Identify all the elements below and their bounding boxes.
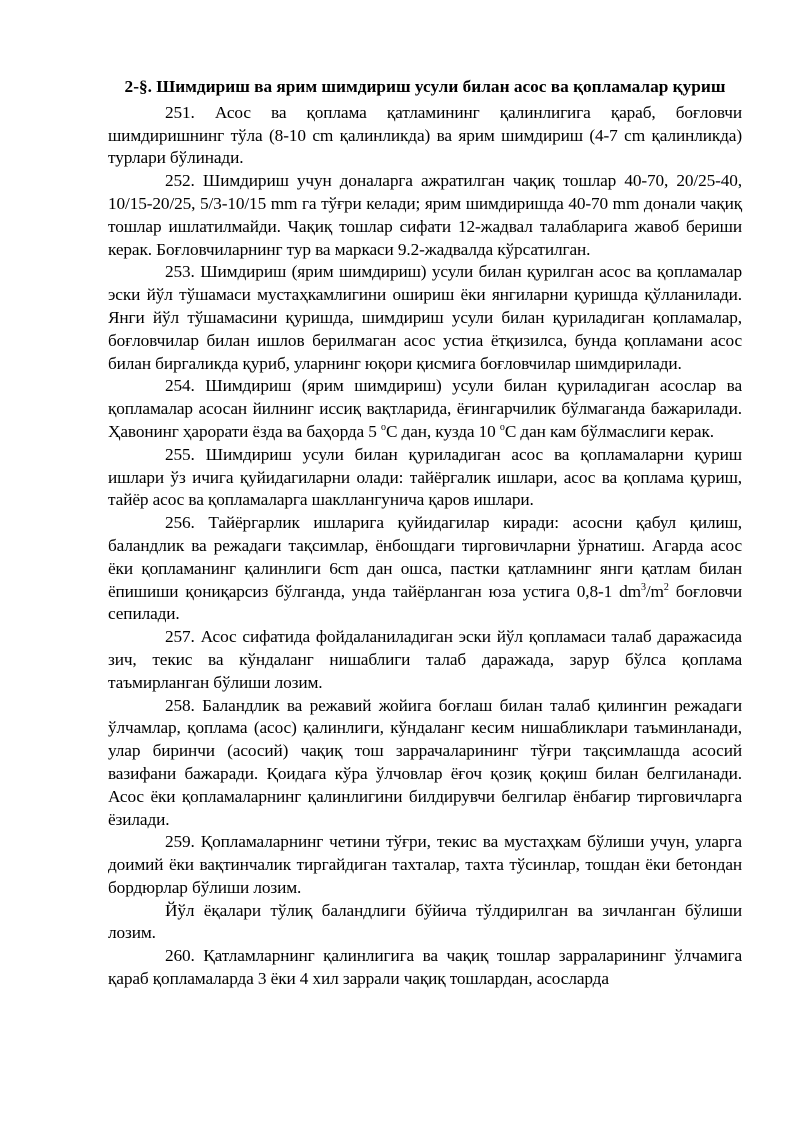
exponent: 2	[663, 581, 669, 593]
paragraph-254-text-mid: C дан, кузда 10	[385, 421, 496, 441]
document-page	[108, 76, 742, 991]
degree-mark: o	[499, 422, 505, 434]
paragraph-257: 257. Асос сифатида фойдаланиладиган эски йўл қопламаси талаб даражасида зич, текис ва кўндаланг нишаблиги талаб даражада, зарур бўлса қоплама таъмирланган бўлиши лозим.	[108, 627, 742, 692]
paragraph-260: 260. Қатламларнинг қалинлигига ва чақиқ тошлар зарраларининг ўлчамига қараб қопламаларда 3 ёки 4 хил заррали чақиқ тошлардан, асосларда	[108, 946, 742, 989]
paragraph-256-text: 256. Тайёргарлик ишларига қуйидагилар киради: асосни қабул қилиш, баландлик ва режадаги тақсимлар, ёнбошдаги тирговичларни ўрнатиш. Агарда асос ёки қопламанинг қалинлиги 6cm дан ошса, пастки қатламнинг янги қатлам билан ёпишиши қониқарсиз бўлганда, унда тайёрланган юза устига 0,8-1 dm	[108, 513, 742, 601]
paragraph-251: 251. Асос ва қоплама қатламининг қалинлигига қараб, боғловчи шимдиришнинг тўла (8-10 cm қалинликда) ва ярим шимдириш (4-7 cm қалинликда) турлари бўлинади.	[108, 102, 742, 168]
paragraph-258: 258. Баландлик ва режавий жойига боғлаш билан талаб қилингин режадаги ўлчамлар, қоплама (асос) қалинлиги, кўндаланг кесим нишабликлари таъминланади, улар биринчи (асосий) чақиқ тош заррачаларининг тўғри тақсимлашда асосий вазифани бажаради. Қоидага кўра ўлчовлар ёғоч қозиқ қоқиш билан белгиланади. Асос ёки қопламаларнинг қалинлигини билдирувчи белгилар ёнбағир тирговичларга ёзилади.	[108, 695, 742, 829]
paragraph-255: 255. Шимдириш усули билан қуриладиган асос ва қопламаларни қуриш ишлари ўз ичига қуйидагиларни олади: тайёргалик ишлари, асос ва қоплама қуриш, тайёр асос ва қопламаларга шакллангунича қаров ишлари.	[108, 444, 742, 510]
paragraph-254-text: 254. Шимдириш (ярим шимдириш) усули билан қуриладиган асослар ва қопламалар асосан йилнинг иссиқ вақтларида, ёғингарчилик бўлмаганда бажарилади. Ҳавонинг ҳарорати ёзда ва баҳорда 5	[108, 376, 742, 441]
paragraph-259-note: Йўл ёқалари тўлиқ баландлиги бўйича тўлдирилган ва зичланган бўлиши лозим.	[108, 900, 742, 943]
paragraph-254-text-end: C дан кам бўлмаслиги керак.	[504, 421, 714, 441]
exponent: 3	[640, 581, 646, 593]
paragraph-259: 259. Қопламаларнинг четини тўғри, текис ва мустаҳкам бўлиши учун, уларга доимий ёки вақтинчалик тиргайдиган тахталар, тахта тўсинлар, тошдан ёки бетондан бордюрлар бўлиши лозим.	[108, 832, 742, 897]
paragraph-254	[108, 375, 742, 443]
unit-text: /m	[645, 581, 664, 601]
paragraph-256-text-end: боғловчи сепилади.	[108, 581, 742, 624]
paragraph-252: 252. Шимдириш учун доналарга ажратилган чақиқ тошлар 40-70, 20/25-40, 10/15-20/25, 5/3-10/15 mm га тўғри келади; ярим шимдиришда 40-70 mm донали чақиқ тошлар ишлатилмайди. Чақиқ тошлар сифати 12-жадвал талабларига жавоб бериши керак. Боғловчиларнинг тур ва маркаси 9.2-жадвалда кўрсатилган.	[108, 171, 742, 259]
degree-mark: o	[381, 422, 386, 434]
section-heading: 2-§. Шимдириш ва ярим шимдириш усули билан асос ва қопламалар қуриш	[124, 77, 726, 96]
paragraph-253: 253. Шимдириш (ярим шимдириш) усули билан қурилган асос ва қопламалар эски йўл тўшамаси мустаҳкамлигини ошириш ёки янгиларни қуришда қўлланилади. Янги йўл тўшамасини қуришда, шимдириш усули билан қуриладиган қопламалар, боғловчилар билан ишлов берилмаган асос устиа ётқизилса, бунда қопламани асос билан биргаликда қуриб, уларнинг юқори қисмига боғловчилар шимдирилади.	[108, 262, 742, 373]
paragraph-256	[108, 512, 742, 626]
